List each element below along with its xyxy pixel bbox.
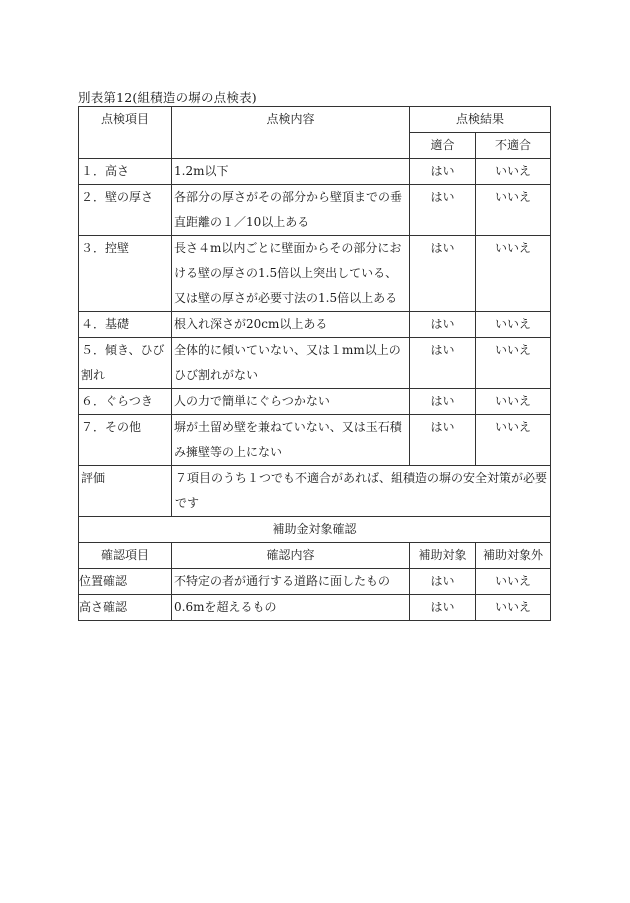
row-content: 1.2m以下 xyxy=(172,159,410,185)
row-ok: はい xyxy=(410,389,476,415)
subsidy-title-row xyxy=(79,517,551,543)
table-row xyxy=(79,415,551,466)
header-ok: 適合 xyxy=(410,133,476,159)
evaluation-label: 評価 xyxy=(79,466,172,517)
row-ng: いいえ xyxy=(476,236,551,312)
row-ng: いいえ xyxy=(476,389,551,415)
row-item: ２．壁の厚さ xyxy=(79,185,172,236)
row-content: 全体的に傾いていない、又は１mm以上のひび割れがない xyxy=(172,338,410,389)
table-row xyxy=(79,389,551,415)
row-content: 根入れ深さが20cm以上ある xyxy=(172,312,410,338)
table-row xyxy=(79,159,551,185)
subsidy-row-target: はい xyxy=(410,569,476,595)
row-content: 各部分の厚さがその部分から壁頂までの垂直距離の１／10以上ある xyxy=(172,185,410,236)
subsidy-row-nontarget: いいえ xyxy=(476,569,551,595)
row-ng: いいえ xyxy=(476,338,551,389)
table-header-row xyxy=(79,107,551,133)
table-row xyxy=(79,185,551,236)
row-ok: はい xyxy=(410,415,476,466)
header-content: 点検内容 xyxy=(172,107,410,159)
inspection-table xyxy=(78,106,551,621)
row-ok: はい xyxy=(410,236,476,312)
row-item: ６．ぐらつき xyxy=(79,389,172,415)
subsidy-row-content: 不特定の者が通行する道路に面したもの xyxy=(172,569,410,595)
subsidy-header-target: 補助対象 xyxy=(410,543,476,569)
header-item: 点検項目 xyxy=(79,107,172,159)
row-item: ３．控壁 xyxy=(79,236,172,312)
table-row xyxy=(79,236,551,312)
subsidy-row-item: 位置確認 xyxy=(79,569,172,595)
table-row xyxy=(79,595,551,621)
evaluation-row xyxy=(79,466,551,517)
row-ok: はい xyxy=(410,185,476,236)
document-title: 別表第12(組積造の塀の点検表) xyxy=(78,90,257,105)
subsidy-row-content: 0.6mを超えるもの xyxy=(172,595,410,621)
header-result: 点検結果 xyxy=(410,107,551,133)
row-ng: いいえ xyxy=(476,312,551,338)
row-content: 長さ４m以内ごとに壁面からその部分における壁の厚さの1.5倍以上突出している、又は壁の厚さが必要寸法の1.5倍以上ある xyxy=(172,236,410,312)
table-row xyxy=(79,312,551,338)
subsidy-header-row xyxy=(79,543,551,569)
row-ok: はい xyxy=(410,312,476,338)
table-row xyxy=(79,338,551,389)
evaluation-text: ７項目のうち１つでも不適合があれば、組積造の塀の安全対策が必要です xyxy=(172,466,551,517)
row-content: 人の力で簡単にぐらつかない xyxy=(172,389,410,415)
row-ok: はい xyxy=(410,159,476,185)
row-item: １．高さ xyxy=(79,159,172,185)
subsidy-header-item: 確認項目 xyxy=(79,543,172,569)
row-item: ７．その他 xyxy=(79,415,172,466)
row-item: ４．基礎 xyxy=(79,312,172,338)
subsidy-header-content: 確認内容 xyxy=(172,543,410,569)
subsidy-header-nontarget: 補助対象外 xyxy=(476,543,551,569)
table-row xyxy=(79,569,551,595)
row-ng: いいえ xyxy=(476,159,551,185)
row-ng: いいえ xyxy=(476,185,551,236)
row-ok: はい xyxy=(410,338,476,389)
row-item: ５．傾き、ひび割れ xyxy=(79,338,172,389)
subsidy-title: 補助金対象確認 xyxy=(79,517,551,543)
subsidy-row-nontarget: いいえ xyxy=(476,595,551,621)
subsidy-row-item: 高さ確認 xyxy=(79,595,172,621)
subsidy-row-target: はい xyxy=(410,595,476,621)
row-ng: いいえ xyxy=(476,415,551,466)
header-ng: 不適合 xyxy=(476,133,551,159)
row-content: 塀が土留め壁を兼ねていない、又は玉石積み擁壁等の上にない xyxy=(172,415,410,466)
